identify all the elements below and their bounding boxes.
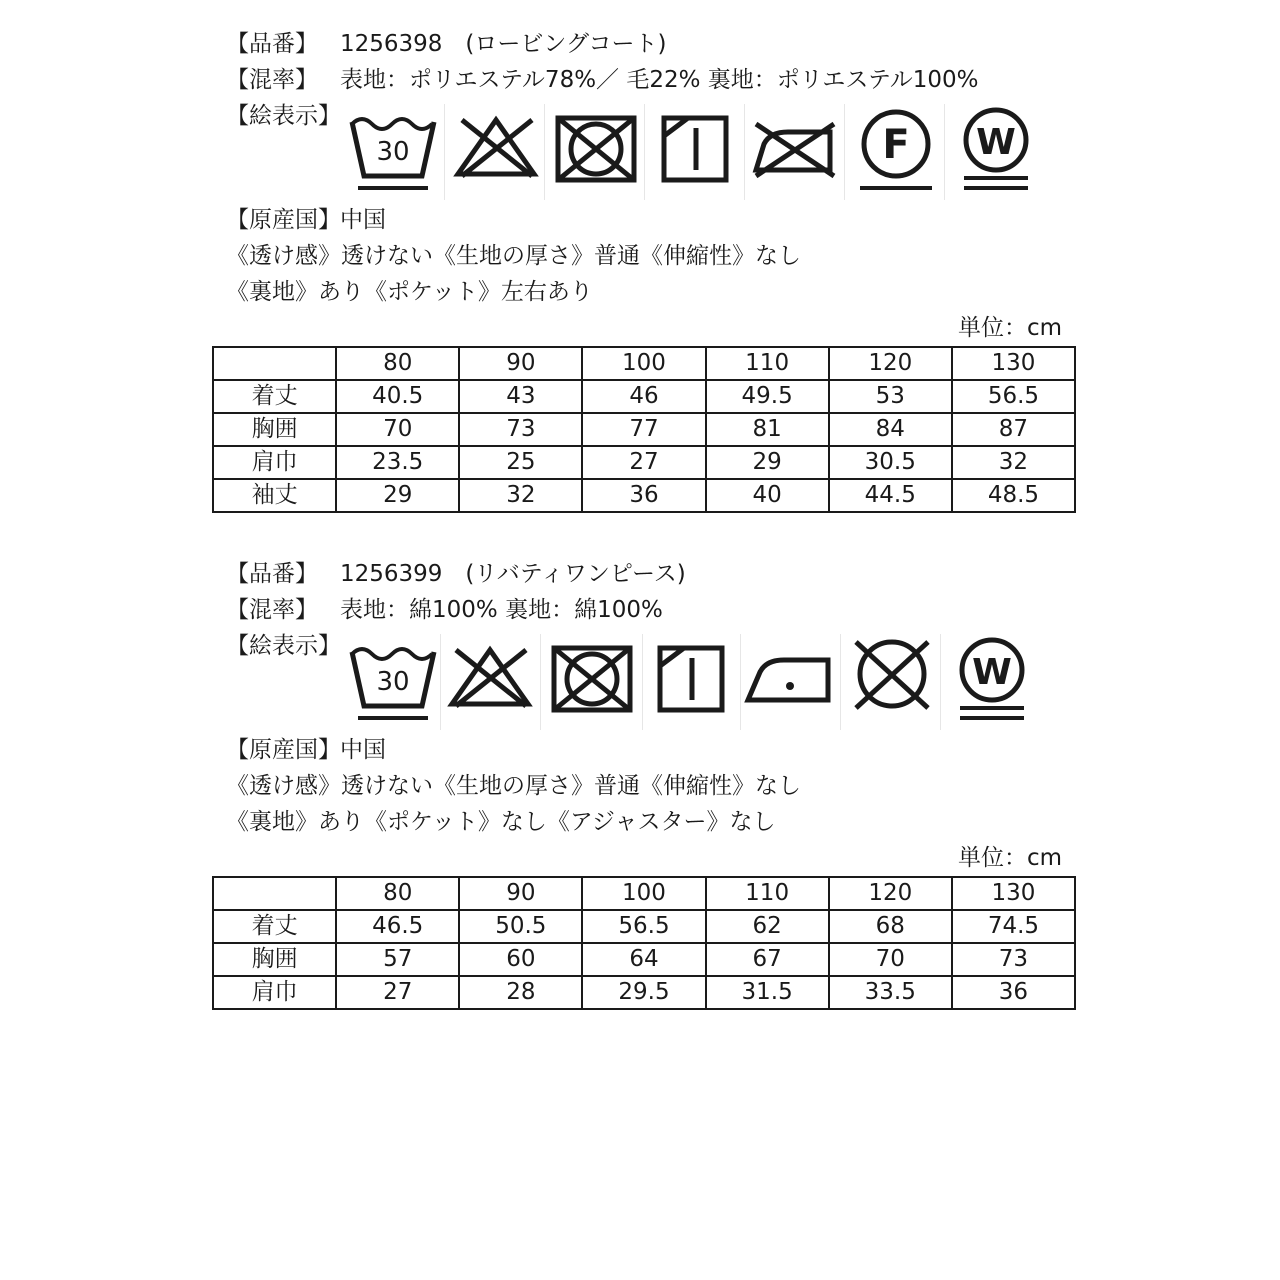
care-label: 【絵表示】 [226, 103, 341, 129]
size-table [212, 876, 1076, 1010]
table-cell: 32 [459, 479, 582, 512]
wet-clean-w-icon [948, 104, 1044, 200]
table-cell: 73 [459, 413, 582, 446]
table-cell [213, 347, 336, 380]
notes-line-2: 《裏地》あり《ポケット》左右あり [226, 279, 593, 305]
wet-clean-w-icon [944, 634, 1040, 730]
table-cell: 28 [459, 976, 582, 1009]
notes-line-1: 《透け感》透けない《生地の厚さ》普通《伸縮性》なし [226, 773, 801, 799]
material-label: 【混率】 [226, 597, 318, 623]
notes-line-2: 《裏地》あり《ポケット》なし《アジャスター》なし [226, 809, 776, 835]
size-table [212, 346, 1076, 513]
table-cell: 胸囲 [213, 413, 336, 446]
table-cell: 43 [459, 380, 582, 413]
no-dry-clean-icon [844, 634, 940, 730]
table-header-row [213, 347, 1075, 380]
table-cell: 56.5 [952, 380, 1075, 413]
unit-label: 単位：cm [957, 315, 1062, 341]
table-header-row [213, 877, 1075, 910]
svg-text:30: 30 [376, 137, 410, 167]
table-row [213, 380, 1075, 413]
svg-text:F: F [882, 122, 910, 168]
table-cell: 袖丈 [213, 479, 336, 512]
table-cell: 130 [952, 877, 1075, 910]
table-cell: 130 [952, 347, 1075, 380]
iron-low-icon [742, 634, 838, 730]
table-cell: 70 [336, 413, 459, 446]
svg-text:30: 30 [376, 667, 410, 697]
material-value: 表地：綿100% 裏地：綿100% [340, 597, 663, 623]
line-dry-shade-icon [648, 104, 744, 200]
dry-clean-f-icon [848, 104, 944, 200]
table-row [213, 976, 1075, 1009]
no-tumble-dry-icon [544, 634, 640, 730]
table-row [213, 943, 1075, 976]
care-label: 【絵表示】 [226, 633, 341, 659]
table-cell: 32 [952, 446, 1075, 479]
material-value: 表地：ポリエステル78%／ 毛22% 裏地：ポリエステル100% [340, 67, 979, 93]
table-cell: 着丈 [213, 380, 336, 413]
table-cell: 68 [829, 910, 952, 943]
line-dry-shade-icon [644, 634, 740, 730]
table-cell: 肩巾 [213, 446, 336, 479]
no-bleach-icon [448, 104, 544, 200]
table-cell: 100 [582, 347, 705, 380]
table-cell: 56.5 [582, 910, 705, 943]
table-cell: 74.5 [952, 910, 1075, 943]
table-cell [213, 877, 336, 910]
table-cell: 33.5 [829, 976, 952, 1009]
item-number-label: 【品番】 [226, 561, 318, 587]
item-number-label: 【品番】 [226, 31, 318, 57]
table-cell: 30.5 [829, 446, 952, 479]
table-cell: 36 [582, 479, 705, 512]
table-cell: 120 [829, 877, 952, 910]
table-cell: 80 [336, 347, 459, 380]
table-cell: 48.5 [952, 479, 1075, 512]
table-cell: 87 [952, 413, 1075, 446]
table-cell: 64 [582, 943, 705, 976]
table-cell: 25 [459, 446, 582, 479]
table-cell: 67 [706, 943, 829, 976]
table-cell: 29.5 [582, 976, 705, 1009]
wash-30-icon [344, 104, 440, 200]
svg-text:W: W [976, 122, 1016, 163]
table-cell: 46.5 [336, 910, 459, 943]
table-row [213, 910, 1075, 943]
table-cell: 46 [582, 380, 705, 413]
table-cell: 49.5 [706, 380, 829, 413]
table-cell: 120 [829, 347, 952, 380]
table-cell: 70 [829, 943, 952, 976]
table-cell: 84 [829, 413, 952, 446]
care-icons [340, 104, 1040, 204]
table-cell: 29 [706, 446, 829, 479]
origin-value: 中国 [340, 737, 386, 763]
table-cell: 57 [336, 943, 459, 976]
origin-value: 中国 [340, 207, 386, 233]
table-cell: 73 [952, 943, 1075, 976]
table-cell: 62 [706, 910, 829, 943]
table-cell: 81 [706, 413, 829, 446]
table-cell: 36 [952, 976, 1075, 1009]
table-cell: 53 [829, 380, 952, 413]
svg-text:W: W [972, 652, 1012, 693]
table-cell: 40.5 [336, 380, 459, 413]
table-cell: 77 [582, 413, 705, 446]
no-bleach-icon [442, 634, 538, 730]
table-cell: 40 [706, 479, 829, 512]
table-row [213, 413, 1075, 446]
item-number-value: 1256398 (ロービングコート) [340, 31, 667, 57]
item-number-value: 1256399 (リバティワンピース) [340, 561, 686, 587]
material-label: 【混率】 [226, 67, 318, 93]
table-row [213, 446, 1075, 479]
no-iron-icon [748, 104, 844, 200]
wash-30-icon [344, 634, 440, 730]
table-cell: 90 [459, 347, 582, 380]
table-row [213, 479, 1075, 512]
table-cell: 29 [336, 479, 459, 512]
table-cell: 着丈 [213, 910, 336, 943]
table-cell: 44.5 [829, 479, 952, 512]
no-tumble-dry-icon [548, 104, 644, 200]
notes-line-1: 《透け感》透けない《生地の厚さ》普通《伸縮性》なし [226, 243, 801, 269]
table-cell: 27 [336, 976, 459, 1009]
care-icons [340, 634, 1040, 734]
table-cell: 100 [582, 877, 705, 910]
origin-label: 【原産国】 [226, 207, 341, 233]
table-cell: 80 [336, 877, 459, 910]
table-cell: 23.5 [336, 446, 459, 479]
table-cell: 胸囲 [213, 943, 336, 976]
table-cell: 60 [459, 943, 582, 976]
table-cell: 50.5 [459, 910, 582, 943]
unit-label: 単位：cm [957, 845, 1062, 871]
table-cell: 31.5 [706, 976, 829, 1009]
table-cell: 肩巾 [213, 976, 336, 1009]
table-cell: 27 [582, 446, 705, 479]
origin-label: 【原産国】 [226, 737, 341, 763]
table-cell: 110 [706, 347, 829, 380]
table-cell: 90 [459, 877, 582, 910]
table-cell: 110 [706, 877, 829, 910]
